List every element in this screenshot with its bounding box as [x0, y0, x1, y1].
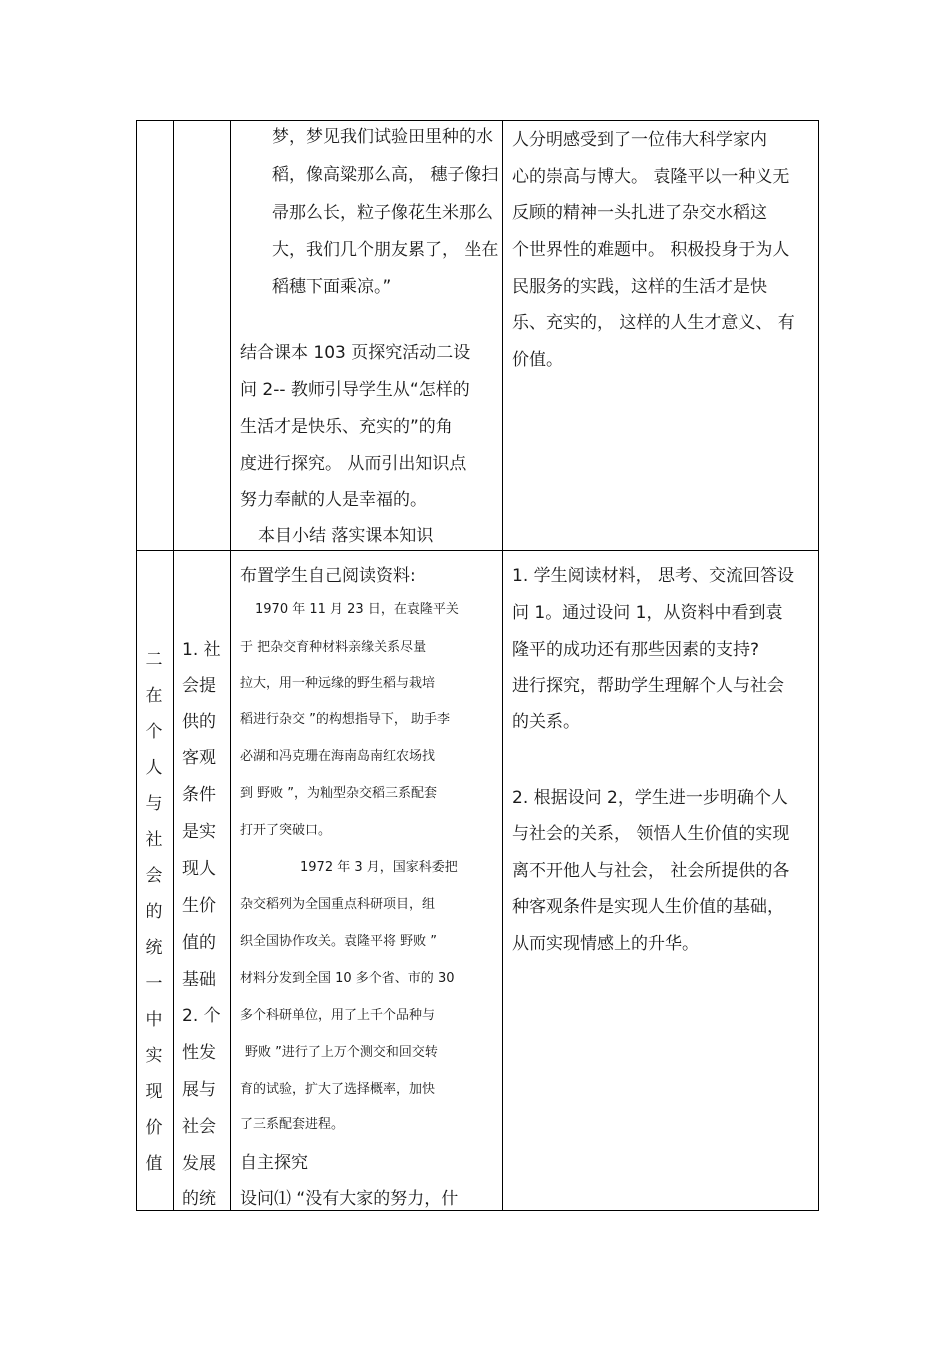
title-char: 在 [145, 686, 163, 706]
text-line: 度进行探究。 从而引出知识点 [240, 454, 467, 474]
title-char: 的 [145, 902, 163, 922]
text-line: 价值。 [512, 350, 563, 370]
text-line: 性发 [182, 1043, 216, 1063]
text-line: 进行探究，帮助学生理解个人与社会 [512, 676, 784, 696]
title-char: 统 [145, 938, 163, 958]
text-line: 生价 [182, 896, 216, 916]
text-line: 个世界性的难题中。 积极投身于为人 [512, 240, 790, 260]
text-line: 展与 [182, 1080, 216, 1100]
reading-line: 于 把杂交育种材料亲缘关系尽量 [240, 640, 427, 655]
title-char: 个 [145, 722, 163, 742]
text-line: 条件 [182, 785, 216, 805]
text-line: 反顾的精神一头扎进了杂交水稻这 [512, 203, 767, 223]
reading-line: 1972 年 3 月，国家科委把 [300, 860, 458, 875]
text-line: 发展 [182, 1154, 216, 1174]
text-line: 稻穗下面乘凉。” [272, 277, 392, 297]
text-line: 自主探究 [240, 1153, 308, 1173]
title-char: 现 [145, 1082, 163, 1102]
text-line: 值的 [182, 933, 216, 953]
text-line: 种客观条件是实现人生价值的基础， [512, 897, 784, 917]
title-char: 中 [145, 1010, 163, 1030]
title-char: 二 [145, 650, 163, 670]
reading-line: 必湖和冯克珊在海南岛南红农场找 [240, 749, 436, 764]
section-summary: 本目小结 落实课本知识 [258, 526, 434, 546]
text-line: 大，我们几个朋友累了， 坐在 [272, 240, 499, 260]
text-line: 梦，梦见我们试验田里种的水 [272, 127, 493, 147]
text-line: 1. 学生阅读材料， 思考、交流回答设 [512, 566, 795, 586]
reading-line: 育的试验，扩大了选择概率，加快 [240, 1082, 436, 1097]
table-bottom-border [136, 1210, 818, 1211]
title-char: 与 [145, 794, 163, 814]
text-line: 的统 [182, 1189, 216, 1209]
text-line: 基础 [182, 970, 216, 990]
text-line: 结合课本 103 页探究活动二设 [240, 343, 471, 363]
text-line: 的关系。 [512, 712, 580, 732]
table-top-border [136, 120, 818, 121]
text-line: 民服务的实践，这样的生活才是快 [512, 277, 767, 297]
text-line: 人分明感受到了一位伟大科学家内 [512, 130, 767, 150]
text-line: 会提 [182, 676, 216, 696]
table-left-border [136, 120, 137, 1211]
text-line: 问 1。通过设问 1，从资料中看到袁 [512, 603, 783, 623]
title-char: 人 [145, 758, 163, 778]
col-divider-2 [230, 120, 231, 1211]
reading-line: 到 野败 ”，为籼型杂交稻三系配套 [240, 786, 437, 801]
reading-line: 打开了突破口。 [240, 823, 332, 838]
title-char: 值 [145, 1154, 163, 1174]
reading-line: 1970 年 11 月 23 日，在袁隆平关 [255, 602, 459, 617]
text-line: 努力奉献的人是幸福的。 [240, 490, 427, 510]
text-line: 2. 根据设问 2，学生进一步明确个人 [512, 788, 788, 808]
text-line: 客观 [182, 748, 216, 768]
text-line: 帚那么长，粒子像花生米那么 [272, 203, 493, 223]
reading-line: 拉大，用一种远缘的野生稻与栽培 [240, 676, 436, 691]
text-line: 设问⑴ “没有大家的努力，什 [240, 1189, 459, 1209]
title-char: 会 [145, 866, 163, 886]
text-line: 供的 [182, 712, 216, 732]
text-line: 隆平的成功还有那些因素的支持? [512, 640, 760, 660]
row-divider [136, 550, 818, 551]
reading-line: 织全国协作攻关。袁隆平将 野败 ” [240, 934, 437, 949]
col-divider-3 [502, 120, 503, 1211]
text-line: 布置学生自己阅读资料: [240, 566, 416, 586]
title-char: 一 [145, 974, 163, 994]
title-char: 价 [145, 1118, 163, 1138]
text-line: 稻，像高粱那么高， 穗子像扫 [272, 165, 499, 185]
text-line: 1. 社 [182, 640, 221, 660]
text-line: 从而实现情感上的升华。 [512, 934, 699, 954]
text-line: 2. 个 [182, 1006, 221, 1026]
text-line: 心的崇高与博大。 袁隆平以一种义无 [512, 167, 790, 187]
reading-line: 材料分发到全国 10 多个省、市的 30 [240, 971, 455, 986]
text-line: 与社会的关系， 领悟人生价值的实现 [512, 824, 790, 844]
text-line: 社会 [182, 1117, 216, 1137]
text-line: 是实 [182, 822, 216, 842]
col-divider-1 [173, 120, 174, 1211]
reading-line: 杂交稻列为全国重点科研项目，组 [240, 897, 436, 912]
text-line: 问 2-- 教师引导学生从“怎样的 [240, 380, 470, 400]
reading-line: 多个科研单位，用了上千个品种与 [240, 1008, 436, 1023]
reading-line: 了三系配套进程。 [240, 1117, 345, 1132]
title-char: 实 [145, 1046, 163, 1066]
text-line: 乐、充实的， 这样的人生才意义、 有 [512, 313, 795, 333]
table-right-border [818, 120, 819, 1211]
title-char: 社 [145, 830, 163, 850]
text-line: 离不开他人与社会， 社会所提供的各 [512, 861, 790, 881]
reading-line: 稻进行杂交 ”的构想指导下， 助手李 [240, 712, 450, 727]
reading-line: 野败 ”进行了上万个测交和回交转 [245, 1045, 438, 1060]
text-line: 生活才是快乐、充实的”的角 [240, 417, 453, 437]
text-line: 现人 [182, 859, 216, 879]
